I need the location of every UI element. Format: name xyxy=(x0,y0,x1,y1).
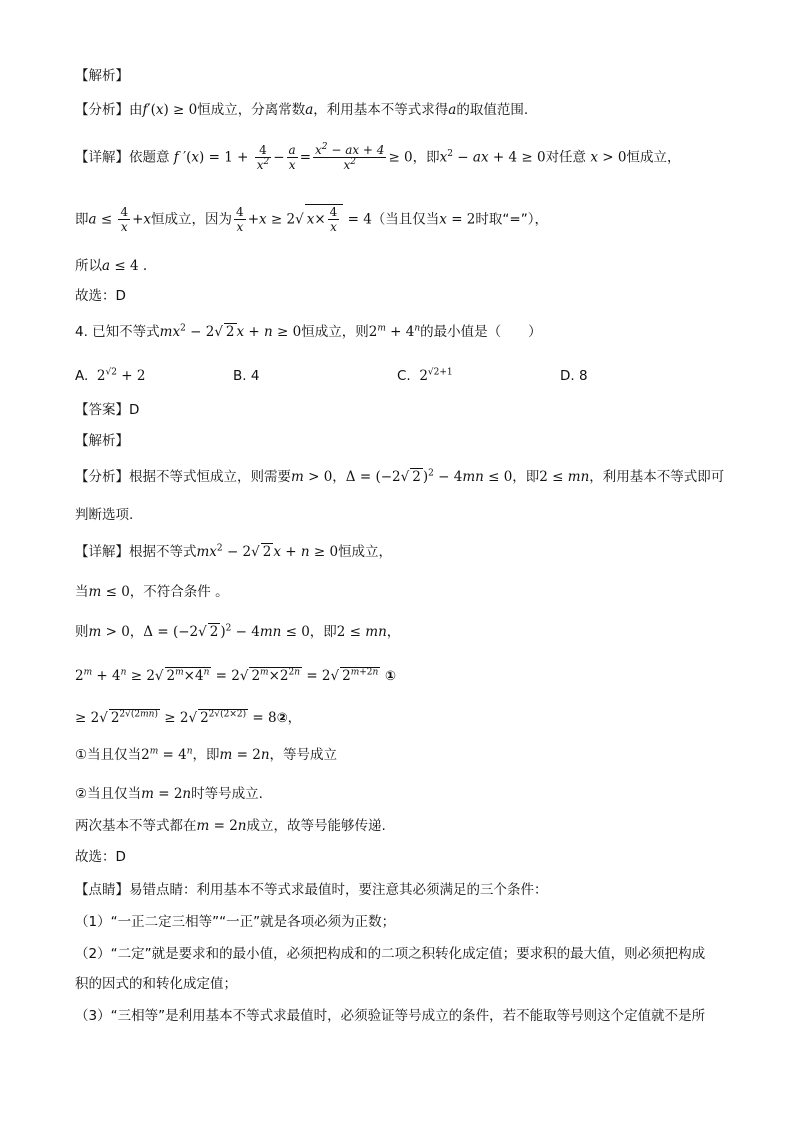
detail-line-3: 【详解】根据不等式$mx^2 - 2√$ 2 x + n ≥ 0恒成立， xyxy=(75,543,393,560)
jiexi-heading: 【解析】 xyxy=(75,68,129,84)
answer-heading: 【答案】D xyxy=(75,402,140,418)
tip-2: （2）“二定”就是要求和的最小值，必须把构成和的二项之积转化成定值；要求积的最大值，则必须把构成 xyxy=(75,946,706,962)
conclusion-line: 所以a ≤ 4 . xyxy=(75,258,148,274)
option-c: C. $2^{√2+1}$ xyxy=(397,367,453,384)
jiexi-heading-2: 【解析】 xyxy=(75,433,129,449)
analysis-line-2-cont: 判断选项. xyxy=(75,507,134,523)
detail-line-1: 【详解】依题意 f ′(x) = 1 + $\frac{4}{x^2}$ − $\frac{a}{x}$ = $\frac{x^2 - ax + 4}{x^2}$ ≥ 0，即$x^2$ − ax + 4 ≥ 0对任意 x > 0恒成立， xyxy=(75,142,681,172)
analysis-line: 【分析】由f′(x) ≥ 0恒成立，分离常数a，利用基本不等式求得a的取值范围. xyxy=(75,102,529,118)
derivation-line-1: $2^m + 4^n \ge 2√$ $2^m\times 4^n = 2√$ $2^m\times 2^{2n} = 2√$ $2^{m+2n}$ ① xyxy=(75,667,396,684)
analysis-line-2: 【分析】根据不等式恒成立，则需要m > 0，Δ = (−2√ 2 )$^2$ − 4mn ≤ 0，即2 ≤ mn，利用基本不等式即可 xyxy=(75,468,725,485)
derivation-line-2: ≥ 2√ $2^{2√(2mn)} \ge 2√$ $2^{2√(2\times 2)}$ = 8②， xyxy=(75,709,302,726)
detail-line-4: 当m ≤ 0，不符合条件 。 xyxy=(75,584,229,600)
tip-1: （1）“一正二定三相等”“一正”就是各项必须为正数； xyxy=(75,914,396,930)
answer-choice-line: 故选：D xyxy=(75,288,126,304)
equality-condition-2: ②当且仅当m = 2n时等号成立. xyxy=(75,786,263,802)
option-d: D. 8 xyxy=(560,368,588,384)
answer-choice-line-2: 故选：D xyxy=(75,849,126,865)
option-b: B. 4 xyxy=(233,368,260,384)
tip-2-cont: 积的因式的和转化成定值； xyxy=(75,976,237,992)
equality-transfer: 两次基本不等式都在m = 2n成立，故等号能够传递. xyxy=(75,818,386,834)
equality-condition-1: ①当且仅当$2^m = 4^n$，即m = 2n，等号成立 xyxy=(75,746,338,763)
detail-line-5: 则m > 0，Δ = (−2√ 2 )$^2$ − 4mn ≤ 0，即2 ≤ mn， xyxy=(75,623,401,640)
tips-heading: 【点睛】易错点睛：利用基本不等式求最值时，要注意其必须满足的三个条件： xyxy=(75,882,548,898)
question-4: 4. 已知不等式$mx^2 - 2√$ 2 x + n ≥ 0恒成立，则$2^m + 4^n$的最小值是（ ） xyxy=(75,323,542,340)
tip-3: （3）“三相等”是利用基本不等式求最值时，必须验证等号成立的条件，若不能取等号则这个定值就不是所 xyxy=(75,1008,706,1024)
option-a: A. $2^{√2} + 2$ xyxy=(75,367,146,384)
detail-line-2: 即a ≤ $\frac{4}{x}$ +x恒成立，因为 $\frac{4}{x}$ +x ≥ 2√ x× $\frac{4}{x}$ = 4（当且仅当x = 2时取“=”）， xyxy=(75,205,548,234)
